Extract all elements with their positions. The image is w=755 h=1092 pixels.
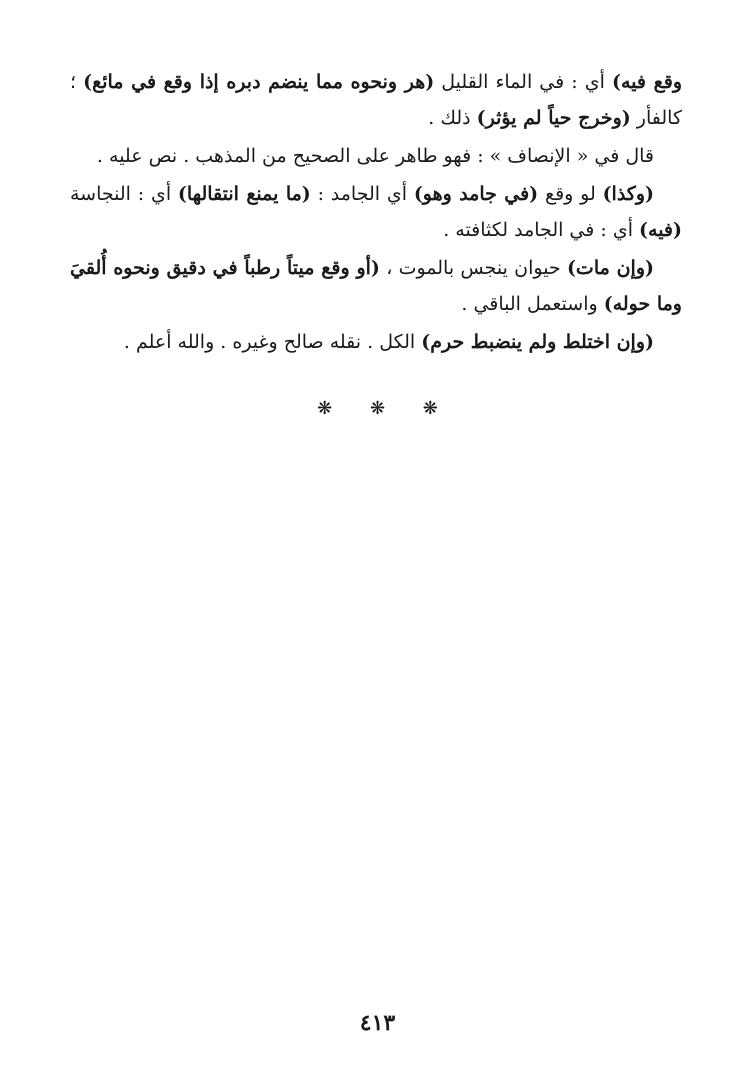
bold-text-segment: (وإن اختلط ولم ينضبط حرم) [421, 331, 654, 353]
bold-text-segment: (وخرج حياً لم يؤثر) [476, 107, 631, 129]
text-segment: لو وقع [538, 183, 603, 205]
bold-text-segment: (وإن مات) [566, 257, 655, 279]
paragraph-2 [70, 138, 682, 174]
text-segment: ؛ كالفأر [70, 71, 682, 129]
paragraph-4 [70, 250, 682, 322]
text-segment: حيوان ينجس بالموت ، [379, 257, 567, 279]
text-segment: أي : النجاسة [70, 183, 178, 205]
bold-text-segment: (في جامد وهو) [413, 183, 539, 205]
page-number: ٤١٣ [359, 1010, 396, 1036]
text-segment: أي : في الجامد لكثافته . [443, 219, 640, 241]
bold-text-segment: (أو وقع ميتاً رطباً في دقيق ونحوه أُلقيَ وما حوله) [70, 257, 682, 315]
text-segment: الكل . نقله صالح وغيره . والله أعلم . [123, 331, 422, 353]
separator-star: ❋ [317, 398, 333, 419]
text-segment: أي : في الماء القليل [434, 71, 612, 93]
section-separator [0, 398, 755, 419]
bold-text-segment: وقع فيه) [611, 71, 682, 93]
text-segment: ذلك . [428, 107, 477, 129]
separator-star: ❋ [422, 398, 438, 419]
text-segment: قال في « الإنصاف » : فهو طاهر على الصحيح من المذهب . نص عليه . [96, 145, 654, 167]
text-segment: أي الجامد : [310, 183, 414, 205]
bold-text-segment: (هر ونحوه مما ينضم دبره إذا وقع في مائع) [83, 71, 435, 93]
body-text [70, 64, 682, 362]
paragraph-3 [70, 176, 682, 248]
bold-text-segment: (فيه) [639, 219, 682, 241]
text-segment: واستعمل الباقي . [461, 293, 604, 315]
bold-text-segment: (ما يمنع انتقالها) [177, 183, 311, 205]
separator-star: ❋ [369, 398, 386, 419]
bold-text-segment: (وكذا) [602, 183, 655, 205]
paragraph-1 [70, 64, 682, 136]
paragraph-5 [70, 324, 682, 360]
